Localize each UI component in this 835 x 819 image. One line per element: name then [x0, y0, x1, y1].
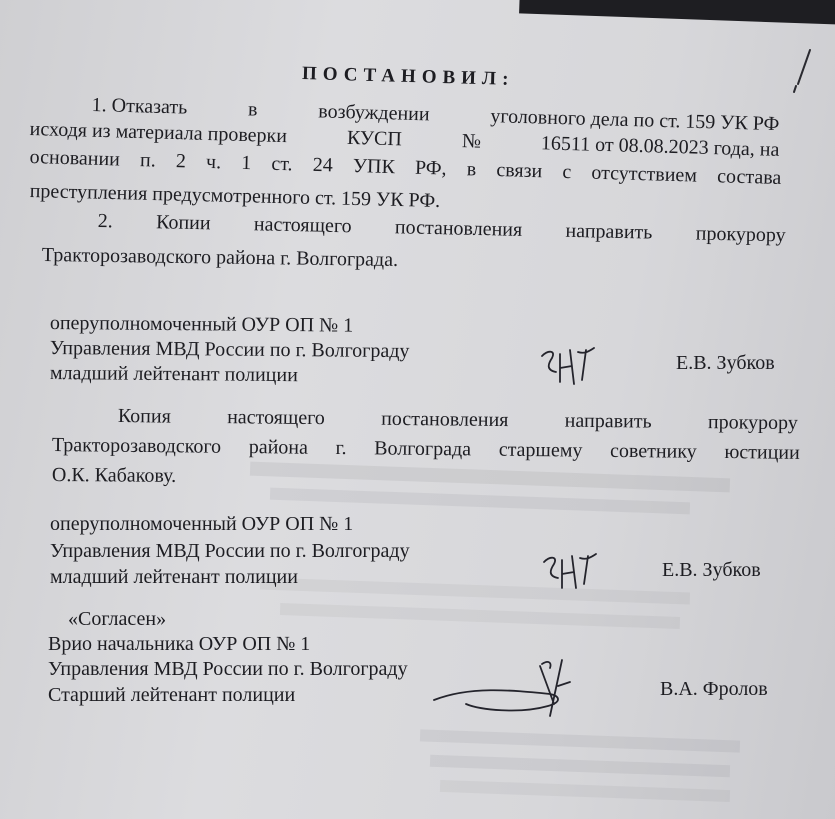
document-title: ПОСТАНОВИЛ:	[301, 63, 515, 90]
approval-department: Управления МВД России по г. Волгограду	[48, 658, 408, 680]
approval-rank: Старший лейтенант полиции	[48, 684, 296, 706]
sig2-name: Е.В. Зубков	[662, 559, 761, 581]
item1-line4: преступления предусмотренного ст. 159 УК РФ.	[29, 180, 441, 213]
item1-line2: исходя из материала проверки КУСП № 16511 от 08.08.2023 года, на	[29, 118, 780, 161]
copy-note-line1: Копия настоящего постановления направить прокурору	[117, 405, 798, 435]
item1-line1: 1. Отказать в возбуждении уголовного дела по ст. 159 УК РФ	[91, 94, 780, 136]
signature-zubkov-2-icon	[540, 548, 602, 592]
item2-line2: Тракторозаводского района г. Волгограда.	[41, 244, 399, 271]
sig1-position: оперуполномоченный ОУР ОП № 1	[49, 312, 354, 337]
signature-frolov-icon	[430, 656, 600, 722]
background-shadow	[519, 0, 835, 27]
item1-line3: основании п. 2 ч. 1 ст. 24 УПК РФ, в связи с отсутствием состава	[29, 146, 782, 189]
approval-name: В.А. Фролов	[660, 678, 768, 700]
sig2-rank: младший лейтенант полиции	[50, 566, 298, 588]
copy-note-line3: О.К. Кабакову.	[51, 464, 177, 487]
sig2-department: Управления МВД России по г. Волгограду	[50, 540, 410, 562]
sig1-department: Управления МВД России по г. Волгограду	[49, 337, 410, 363]
approval-agreed: «Согласен»	[68, 608, 167, 630]
sig1-name: Е.В. Зубков	[676, 352, 775, 374]
approval-position: Врио начальника ОУР ОП № 1	[48, 633, 311, 655]
signature-zubkov-1-icon	[538, 342, 602, 388]
sig1-rank: младший лейтенант полиции	[49, 362, 298, 387]
item2-line1: 2. Копии настоящего постановления направить прокурору	[97, 210, 786, 247]
copy-note-line2: Тракторозаводского района г. Волгограда старшему советнику юстиции	[51, 434, 800, 464]
pen-mark-icon	[780, 48, 820, 98]
sig2-position: оперуполномоченный ОУР ОП № 1	[50, 513, 354, 535]
